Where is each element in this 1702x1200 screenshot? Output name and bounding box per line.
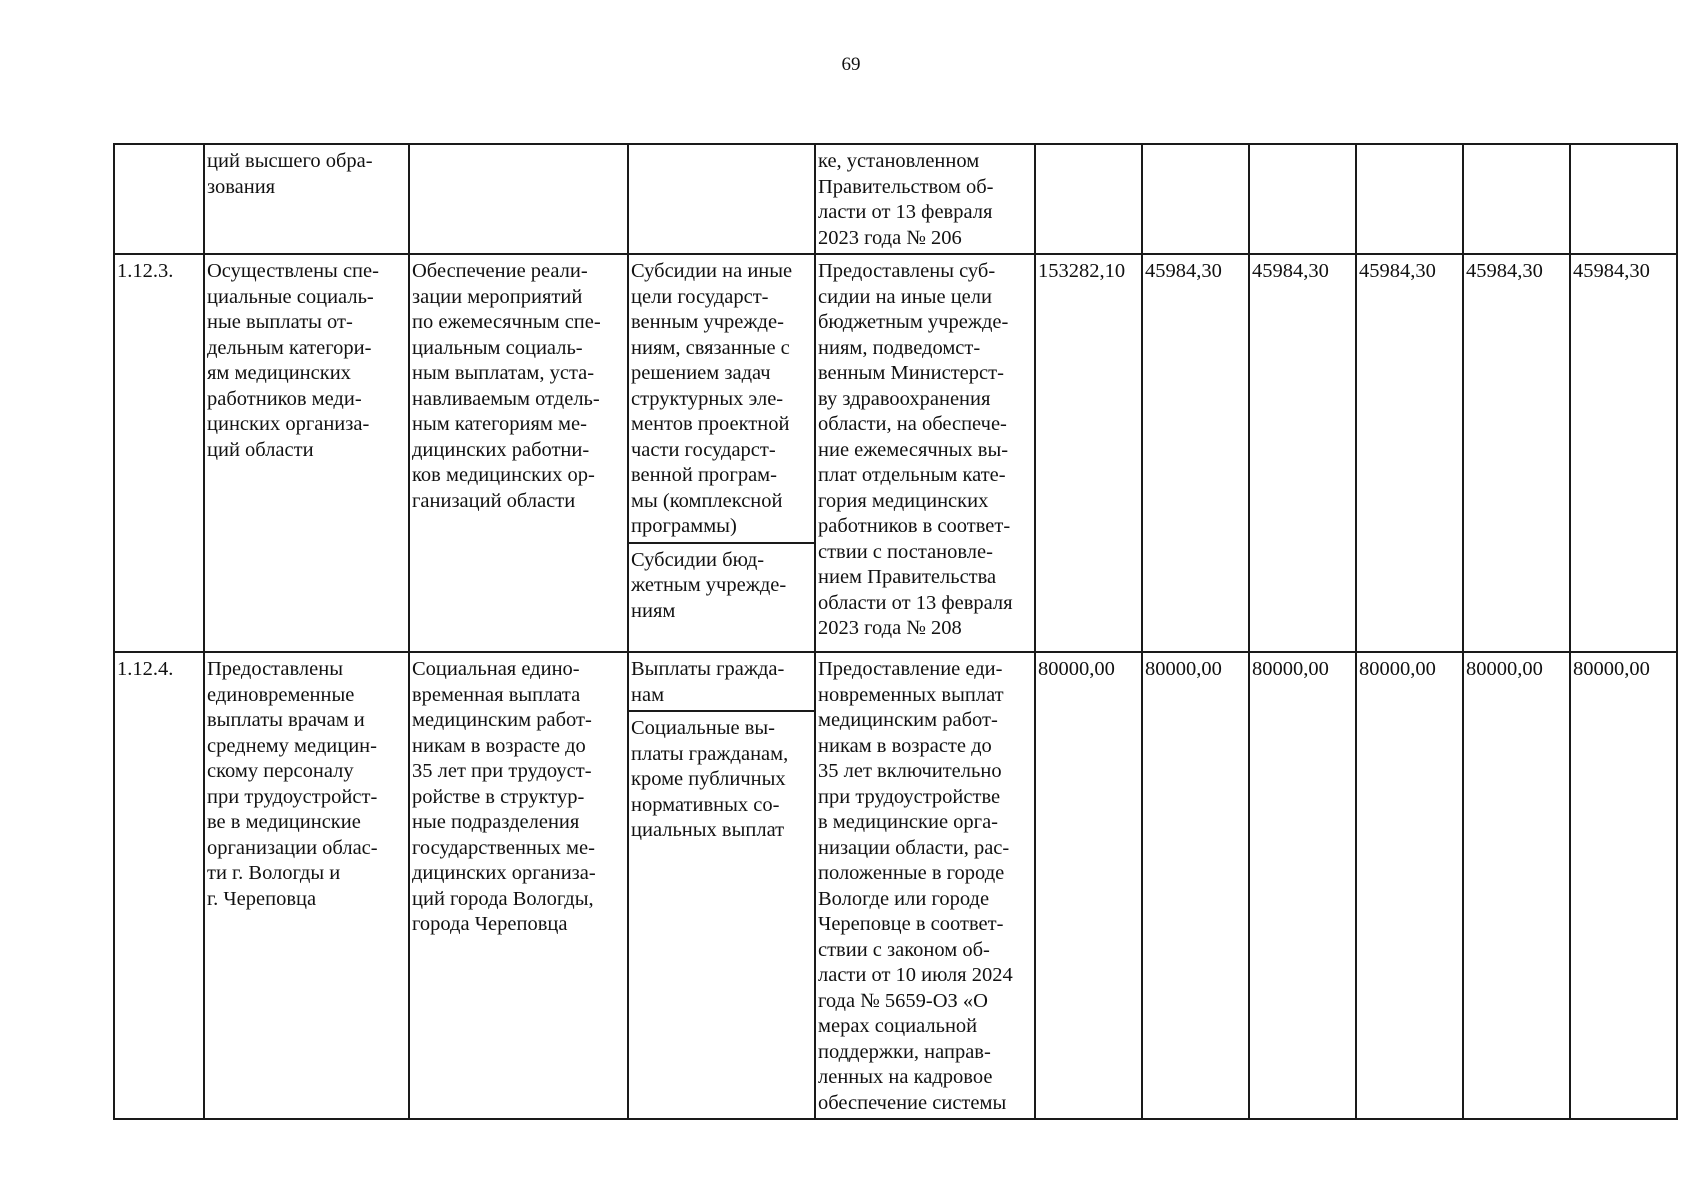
result-cell: Осуществлены спе- циальные социаль- ные выплаты от- дельным категори- ям медицинских работников меди- цинских организа- ций области [204,254,409,652]
result-cell: ций высшего обра- зования [204,144,409,254]
budget-table [113,143,1678,1120]
value-cell: 45984,30 [1142,254,1249,652]
value-cell: 80000,00 [1356,652,1463,1119]
event-cell: Обеспечение реали- зации мероприятий по ежемесячным спе- циальным социаль- ным выплатам, уста- навливаемым отдель- ным категориям ме- дицинских работни- ков медицинских ор- ганизаций области [409,254,628,652]
value-cell: 45984,30 [1249,254,1356,652]
value-cell: 80000,00 [1463,652,1570,1119]
value-cell: 45984,30 [1570,254,1677,652]
kbk-item: Субсидии на иные цели государст- венным учрежде- ниям, связанные с решением задач структурных эле- ментов проектной части государст- венной програм- мы (комплексной программы) [631,260,793,537]
value-cell [1142,144,1249,254]
table-row [114,144,1677,254]
kbk-cell [628,652,815,1119]
value-cell [1463,144,1570,254]
value-cell: 80000,00 [1035,652,1142,1119]
description-cell: Предоставлены суб- сидии на иные цели бюджетным учрежде- ниям, подведомст- венным Министерст- ву здравоохранения области, на обеспече- ние ежемесячных вы- плат отдельным кате- гория медицинских работников в соответ- ствии с постановле- нием Правительства области от 13 февраля 2023 года № 208 [815,254,1035,652]
value-cell [1035,144,1142,254]
value-cell: 45984,30 [1356,254,1463,652]
value-cell [1356,144,1463,254]
value-cell [1249,144,1356,254]
kbk-item: Социальные вы- платы гражданам, кроме публичных нормативных со- циальных выплат [629,710,814,846]
value-cell [1570,144,1677,254]
kbk-cell [628,254,815,652]
value-cell: 80000,00 [1142,652,1249,1119]
row-id: 1.12.4. [114,652,204,1119]
description-cell: ке, установленном Правительством об- ласти от 13 февраля 2023 года № 206 [815,144,1035,254]
description-cell: Предоставление еди- новременных выплат медицинским работ- никам в возрасте до 35 лет включительно при трудоустройстве в медицинские орга- низации области, рас- положенные в городе Вологде или городе Череповце в соответ- ствии с законом об- ласти от 10 июля 2024 года № 5659-ОЗ «О мерах социальной поддержки, направ- ленных на кадровое обеспечение системы [815,652,1035,1119]
kbk-item: Субсидии бюд- жетным учрежде- ниям [629,542,814,627]
row-id [114,144,204,254]
kbk-item: Выплаты гражда- нам [631,658,785,706]
value-cell: 153282,10 [1035,254,1142,652]
table-row [114,652,1677,1119]
event-cell [409,144,628,254]
table-row [114,254,1677,652]
value-cell: 45984,30 [1463,254,1570,652]
page-number: 69 [841,54,861,75]
kbk-cell [628,144,815,254]
result-cell: Предоставлены единовременные выплаты врачам и среднему медицин- скому персоналу при трудоустройст- ве в медицинские организации облас- ти г. Вологды и г. Череповца [204,652,409,1119]
row-id: 1.12.3. [114,254,204,652]
value-cell: 80000,00 [1570,652,1677,1119]
value-cell: 80000,00 [1249,652,1356,1119]
event-cell: Социальная едино- временная выплата медицинским работ- никам в возрасте до 35 лет при трудоуст- ройстве в структур- ные подразделения государственных ме- дицинских организа- ций города Вологды, города Череповца [409,652,628,1119]
